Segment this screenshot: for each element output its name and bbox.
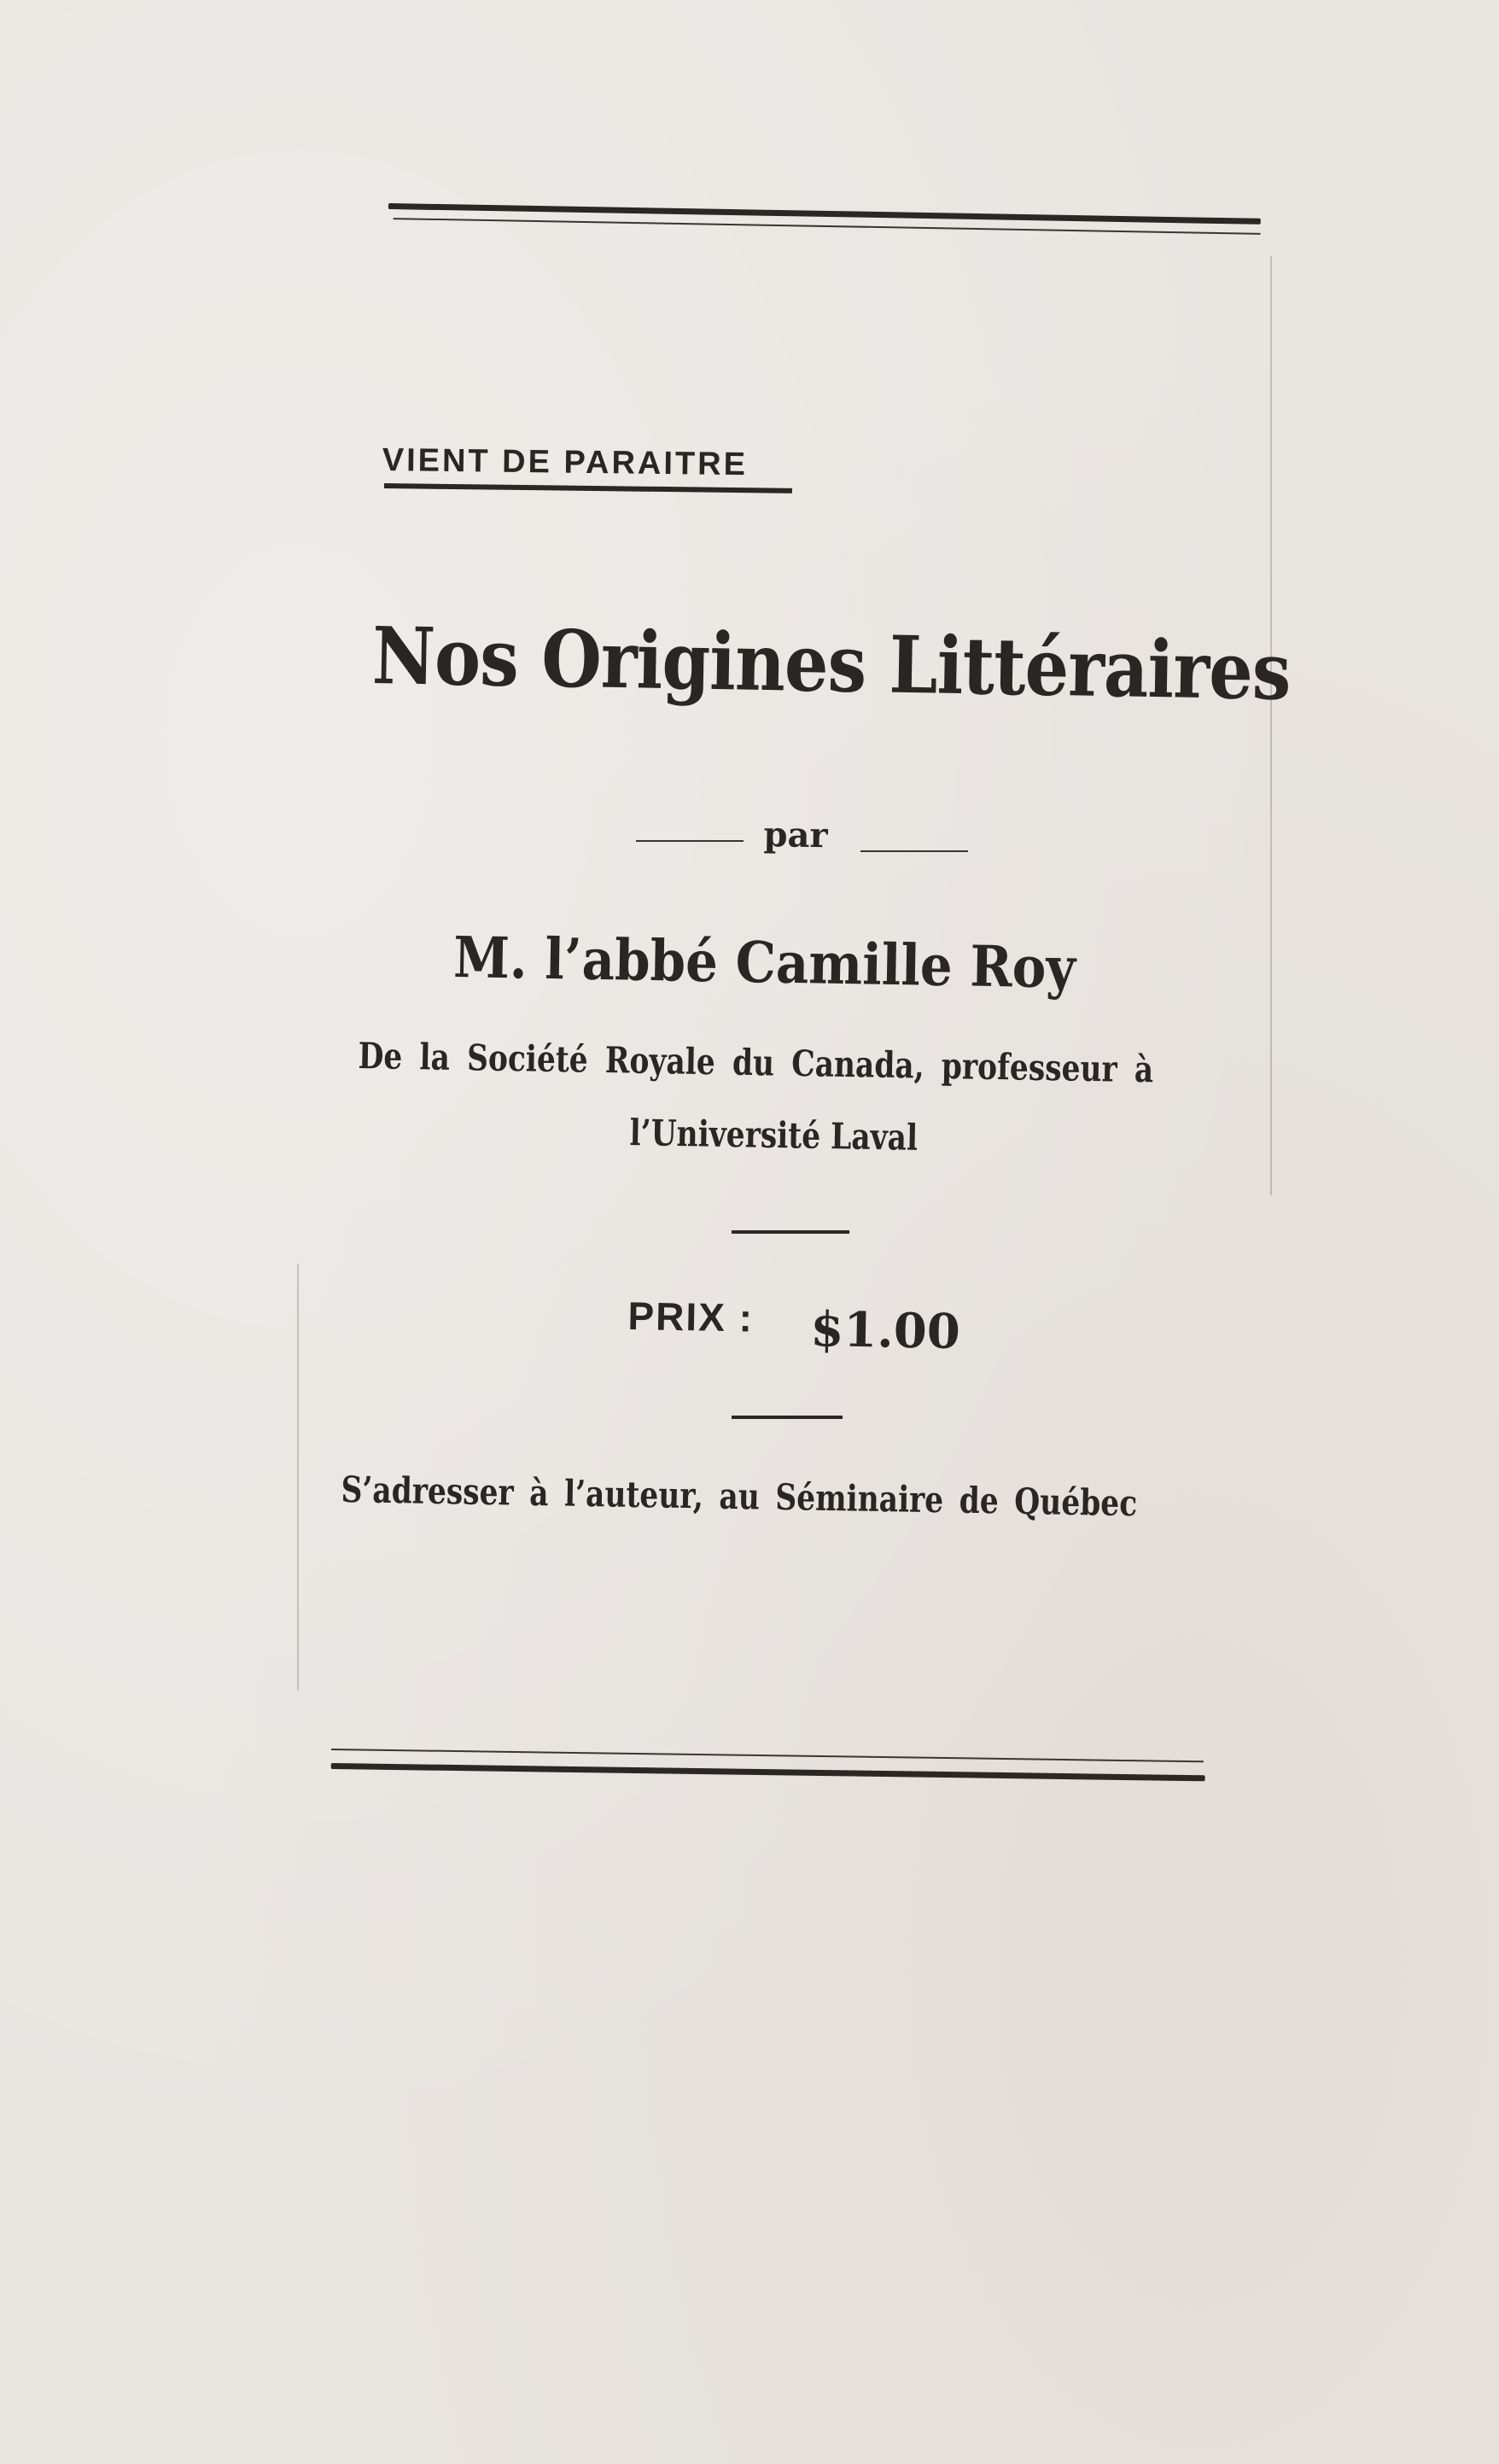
separator-rule-1 (732, 1230, 849, 1234)
left-print-edge (297, 1264, 299, 1690)
book-title: Nos Origines Littéraires (371, 610, 1292, 718)
par-dash-right (860, 850, 968, 852)
bottom-rule-thick (331, 1763, 1205, 1781)
affiliation-line-2: l’Université Laval (629, 1112, 919, 1159)
par-dash-left (636, 840, 744, 842)
separator-rule-2 (732, 1416, 843, 1419)
price-value: $1.00 (809, 1301, 961, 1361)
author-name: M. l’abbé Camille Roy (452, 924, 1076, 1001)
by-label: par (763, 815, 828, 856)
announcement-heading: VIENT DE PARAITRE (382, 442, 749, 483)
affiliation-line-1: De la Société Royale du Canada, professeur à (358, 1035, 1154, 1091)
contact-line: S’adresser à l’auteur, au Séminaire de Québec (341, 1468, 1138, 1525)
price-label: PRIX : (627, 1293, 755, 1340)
right-print-edge (1270, 256, 1272, 1195)
